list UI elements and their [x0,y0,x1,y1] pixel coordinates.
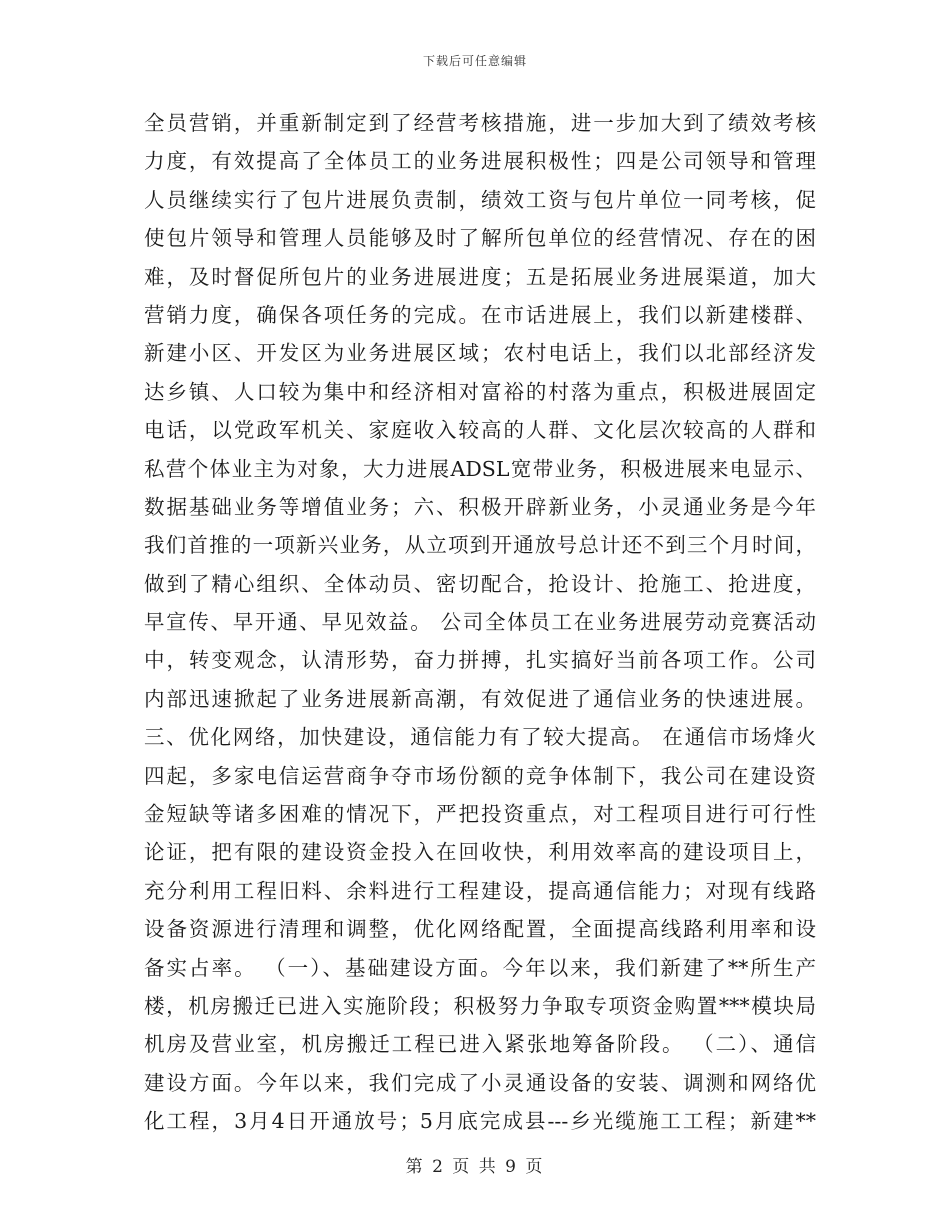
body-line: 人员继续实行了包片进展负责制，绩效工资与包片单位一同考核，促 [144,187,816,212]
body-line: 楼，机房搬迁已进入实施阶段；积极努力争取专项资金购置***模块局 [144,993,816,1018]
body-line: 四起，多家电信运营商争夺市场份额的竞争体制下，我公司在建设资 [144,763,816,788]
body-line: 充分利用工程旧料、余料进行工程建设，提高通信能力；对现有线路 [144,878,816,903]
body-line: 达乡镇、人口较为集中和经济相对富裕的村落为重点，积极进展固定 [144,379,816,404]
body-line: 内部迅速掀起了业务进展新高潮，有效促进了通信业务的快速进展。 [144,686,816,711]
body-line: 新建小区、开发区为业务进展区域；农村电话上，我们以北部经济发 [144,341,816,366]
body-line: 使包片领导和管理人员能够及时了解所包单位的经营情况、存在的困 [144,226,816,251]
body-line: 电话，以党政军机关、家庭收入较高的人群、文化层次较高的人群和 [144,418,816,443]
body-line: 全员营销，并重新制定到了经营考核措施，进一步加大到了绩效考核 [144,111,816,135]
body-line: 金短缺等诸多困难的情况下，严把投资重点，对工程项目进行可行性 [144,802,816,827]
body-line: 早宣传、早开通、早见效益。 公司全体员工在业务进展劳动竞赛活动 [144,610,816,635]
body-line: 中，转变观念，认清形势，奋力拼搏，扎实搞好当前各项工作。公司 [144,648,816,673]
body-line: 难，及时督促所包片的业务进展进度；五是拓展业务进展渠道，加大 [144,264,816,289]
body-line: 做到了精心组织、全体动员、密切配合，抢设计、抢施工、抢进度， [144,571,816,596]
body-line: 化工程，3月4日开通放号；5月底完成县---乡光缆施工工程；新建** [144,1109,816,1134]
body-line: 三、优化网络，加快建设，通信能力有了较大提高。 在通信市场烽火 [144,725,816,750]
body-line: 我们首推的一项新兴业务，从立项到开通放号总计还不到三个月时间， [144,533,816,558]
page-header-note: 下载后可任意编辑 [422,54,527,68]
document-body [144,104,816,1141]
body-line: 设备资源进行清理和调整，优化网络配置，全面提高线路利用率和设 [144,917,816,942]
body-line: 论证，把有限的建设资金投入在回收快，利用效率高的建设项目上， [144,840,816,865]
body-line: 私营个体业主为对象，大力进展ADSL宽带业务，积极进展来电显示、 [144,456,816,481]
body-line: 数据基础业务等增值业务；六、积极开辟新业务，小灵通业务是今年 [144,494,816,519]
body-line: 机房及营业室，机房搬迁工程已进入紧张地筹备阶段。 （二）、通信 [144,1032,816,1057]
body-line: 建设方面。今年以来，我们完成了小灵通设备的安装、调测和网络优 [144,1070,816,1095]
body-line: 备实占率。 （一）、基础建设方面。今年以来，我们新建了**所生产 [144,955,816,980]
body-line: 力度，有效提高了全体员工的业务进展积极性；四是公司领导和管理 [144,149,816,174]
body-line: 营销力度，确保各项任务的完成。在市话进展上，我们以新建楼群、 [144,302,816,327]
page-number: 第 2 页 共 9 页 [405,1157,545,1177]
